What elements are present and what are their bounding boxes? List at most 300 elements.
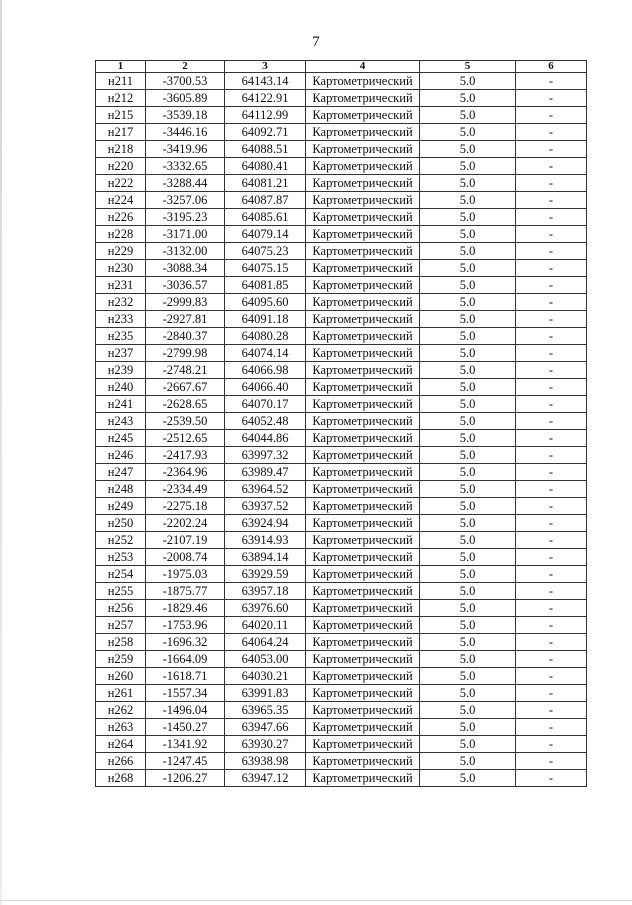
table-cell-col3: 64052.48 <box>225 413 306 430</box>
scan-edge-shadow <box>0 0 2 905</box>
table-cell-col6: - <box>516 736 587 753</box>
table-cell-col6: - <box>516 379 587 396</box>
table-cell-col2: -2512.65 <box>146 430 225 447</box>
column-header: 3 <box>225 61 306 73</box>
table-cell-col3: 64085.61 <box>225 209 306 226</box>
table-cell-col3: 64081.21 <box>225 175 306 192</box>
table-cell-col6: - <box>516 668 587 685</box>
table-cell-col1: н260 <box>96 668 146 685</box>
table-cell-col3: 63937.52 <box>225 498 306 515</box>
table-cell-col3: 63924.94 <box>225 515 306 532</box>
table-row <box>96 651 587 668</box>
table-cell-col5: 5.0 <box>420 294 516 311</box>
table-cell-col1: н255 <box>96 583 146 600</box>
table-cell-col4: Картометрический <box>306 107 420 124</box>
table-cell-col1: н263 <box>96 719 146 736</box>
table-cell-col2: -1206.27 <box>146 770 225 787</box>
table-cell-col6: - <box>516 566 587 583</box>
table-row <box>96 226 587 243</box>
table-cell-col2: -3132.00 <box>146 243 225 260</box>
table-cell-col3: 64064.24 <box>225 634 306 651</box>
table-cell-col5: 5.0 <box>420 260 516 277</box>
table-cell-col2: -3171.00 <box>146 226 225 243</box>
coordinates-table <box>95 60 587 787</box>
table-header-row <box>96 61 587 73</box>
column-header: 6 <box>516 61 587 73</box>
table-cell-col3: 64070.17 <box>225 396 306 413</box>
column-header: 5 <box>420 61 516 73</box>
table-cell-col6: - <box>516 73 587 90</box>
table-cell-col4: Картометрический <box>306 158 420 175</box>
table-row <box>96 90 587 107</box>
table-cell-col2: -2999.83 <box>146 294 225 311</box>
table-row <box>96 124 587 141</box>
table-cell-col5: 5.0 <box>420 447 516 464</box>
table-cell-col6: - <box>516 158 587 175</box>
table-cell-col5: 5.0 <box>420 532 516 549</box>
table-row <box>96 328 587 345</box>
table-cell-col4: Картометрический <box>306 753 420 770</box>
table-cell-col3: 64074.14 <box>225 345 306 362</box>
table-cell-col3: 64030.21 <box>225 668 306 685</box>
table-cell-col4: Картометрический <box>306 175 420 192</box>
table-cell-col5: 5.0 <box>420 362 516 379</box>
table-cell-col3: 64088.51 <box>225 141 306 158</box>
table-cell-col2: -1696.32 <box>146 634 225 651</box>
table-cell-col3: 63957.18 <box>225 583 306 600</box>
table-cell-col5: 5.0 <box>420 498 516 515</box>
table-cell-col6: - <box>516 243 587 260</box>
table-cell-col2: -2539.50 <box>146 413 225 430</box>
table-cell-col6: - <box>516 294 587 311</box>
table-cell-col5: 5.0 <box>420 209 516 226</box>
table-cell-col1: н224 <box>96 192 146 209</box>
table-cell-col3: 64092.71 <box>225 124 306 141</box>
table-cell-col6: - <box>516 345 587 362</box>
table-cell-col6: - <box>516 770 587 787</box>
table-row <box>96 685 587 702</box>
table-row <box>96 379 587 396</box>
table-cell-col3: 63965.35 <box>225 702 306 719</box>
table-cell-col1: н239 <box>96 362 146 379</box>
table-cell-col5: 5.0 <box>420 430 516 447</box>
table-row <box>96 617 587 634</box>
table-cell-col1: н261 <box>96 685 146 702</box>
table-cell-col2: -2275.18 <box>146 498 225 515</box>
table-cell-col4: Картометрический <box>306 73 420 90</box>
table-cell-col1: н249 <box>96 498 146 515</box>
table-cell-col3: 64066.98 <box>225 362 306 379</box>
table-cell-col5: 5.0 <box>420 651 516 668</box>
table-cell-col4: Картометрический <box>306 90 420 107</box>
table-row <box>96 277 587 294</box>
table-cell-col3: 64081.85 <box>225 277 306 294</box>
table-cell-col6: - <box>516 141 587 158</box>
table-cell-col6: - <box>516 515 587 532</box>
table-cell-col6: - <box>516 617 587 634</box>
table-cell-col3: 64143.14 <box>225 73 306 90</box>
table-cell-col6: - <box>516 447 587 464</box>
table-cell-col4: Картометрический <box>306 566 420 583</box>
table-cell-col5: 5.0 <box>420 413 516 430</box>
table-cell-col3: 63894.14 <box>225 549 306 566</box>
table-cell-col6: - <box>516 192 587 209</box>
table-cell-col4: Картометрический <box>306 192 420 209</box>
table-cell-col6: - <box>516 600 587 617</box>
table-cell-col3: 63947.12 <box>225 770 306 787</box>
table-cell-col5: 5.0 <box>420 158 516 175</box>
table-cell-col1: н222 <box>96 175 146 192</box>
table-row <box>96 719 587 736</box>
table-cell-col2: -3419.96 <box>146 141 225 158</box>
table-cell-col4: Картометрический <box>306 294 420 311</box>
table-row <box>96 447 587 464</box>
table-cell-col3: 64087.87 <box>225 192 306 209</box>
table-cell-col1: н220 <box>96 158 146 175</box>
table-row <box>96 600 587 617</box>
table-cell-col6: - <box>516 549 587 566</box>
table-cell-col2: -2748.21 <box>146 362 225 379</box>
table-row <box>96 549 587 566</box>
table-cell-col2: -3036.57 <box>146 277 225 294</box>
table-row <box>96 260 587 277</box>
table-row <box>96 345 587 362</box>
table-cell-col1: н257 <box>96 617 146 634</box>
table-cell-col6: - <box>516 753 587 770</box>
table-cell-col1: н217 <box>96 124 146 141</box>
table-cell-col1: н259 <box>96 651 146 668</box>
table-cell-col4: Картометрический <box>306 124 420 141</box>
table-cell-col1: н233 <box>96 311 146 328</box>
table-cell-col1: н245 <box>96 430 146 447</box>
table-cell-col2: -3700.53 <box>146 73 225 90</box>
table-cell-col1: н218 <box>96 141 146 158</box>
table-cell-col5: 5.0 <box>420 668 516 685</box>
table-row <box>96 73 587 90</box>
table-cell-col5: 5.0 <box>420 124 516 141</box>
table-cell-col5: 5.0 <box>420 719 516 736</box>
table-cell-col6: - <box>516 396 587 413</box>
table-cell-col2: -1247.45 <box>146 753 225 770</box>
table-cell-col3: 64080.41 <box>225 158 306 175</box>
table-cell-col2: -1341.92 <box>146 736 225 753</box>
table-row <box>96 481 587 498</box>
table-cell-col2: -2417.93 <box>146 447 225 464</box>
table-cell-col2: -3539.18 <box>146 107 225 124</box>
table-cell-col5: 5.0 <box>420 600 516 617</box>
table-cell-col6: - <box>516 209 587 226</box>
table-cell-col2: -2008.74 <box>146 549 225 566</box>
table-cell-col5: 5.0 <box>420 549 516 566</box>
table-cell-col1: н247 <box>96 464 146 481</box>
table-row <box>96 396 587 413</box>
table-cell-col5: 5.0 <box>420 311 516 328</box>
column-header: 4 <box>306 61 420 73</box>
table-cell-col5: 5.0 <box>420 328 516 345</box>
table-cell-col4: Картометрический <box>306 600 420 617</box>
table-cell-col5: 5.0 <box>420 277 516 294</box>
table-row <box>96 107 587 124</box>
table-cell-col5: 5.0 <box>420 243 516 260</box>
table-cell-col6: - <box>516 430 587 447</box>
table-cell-col4: Картометрический <box>306 362 420 379</box>
table-cell-col1: н229 <box>96 243 146 260</box>
table-cell-col5: 5.0 <box>420 379 516 396</box>
table-cell-col5: 5.0 <box>420 753 516 770</box>
table-cell-col4: Картометрический <box>306 634 420 651</box>
table-cell-col3: 64091.18 <box>225 311 306 328</box>
table-cell-col1: н268 <box>96 770 146 787</box>
table-cell-col2: -3257.06 <box>146 192 225 209</box>
table-cell-col3: 64080.28 <box>225 328 306 345</box>
table-cell-col1: н237 <box>96 345 146 362</box>
table-cell-col4: Картометрический <box>306 277 420 294</box>
table-cell-col3: 63947.66 <box>225 719 306 736</box>
table-cell-col2: -2628.65 <box>146 396 225 413</box>
table-cell-col2: -2799.98 <box>146 345 225 362</box>
table-cell-col6: - <box>516 311 587 328</box>
table-row <box>96 175 587 192</box>
table-cell-col5: 5.0 <box>420 464 516 481</box>
table-cell-col3: 64079.14 <box>225 226 306 243</box>
table-cell-col6: - <box>516 90 587 107</box>
table-cell-col5: 5.0 <box>420 566 516 583</box>
table-cell-col6: - <box>516 583 587 600</box>
table-cell-col5: 5.0 <box>420 107 516 124</box>
table-cell-col4: Картометрический <box>306 430 420 447</box>
table-cell-col6: - <box>516 634 587 651</box>
table-cell-col1: н231 <box>96 277 146 294</box>
table-cell-col2: -1557.34 <box>146 685 225 702</box>
table-row <box>96 243 587 260</box>
table-cell-col3: 63997.32 <box>225 447 306 464</box>
table-cell-col4: Картометрический <box>306 770 420 787</box>
table-cell-col6: - <box>516 328 587 345</box>
table-cell-col6: - <box>516 277 587 294</box>
table-row <box>96 362 587 379</box>
table-cell-col1: н232 <box>96 294 146 311</box>
table-cell-col1: н235 <box>96 328 146 345</box>
table-cell-col2: -1618.71 <box>146 668 225 685</box>
table-row <box>96 634 587 651</box>
table-cell-col6: - <box>516 685 587 702</box>
table-cell-col4: Картометрический <box>306 668 420 685</box>
table-cell-col4: Картометрический <box>306 447 420 464</box>
table-cell-col1: н262 <box>96 702 146 719</box>
table-cell-col5: 5.0 <box>420 617 516 634</box>
table-cell-col5: 5.0 <box>420 634 516 651</box>
table-row <box>96 430 587 447</box>
table-cell-col4: Картометрический <box>306 583 420 600</box>
table-body <box>96 73 587 787</box>
column-header: 2 <box>146 61 225 73</box>
table-row <box>96 158 587 175</box>
table-cell-col4: Картометрический <box>306 532 420 549</box>
table-cell-col3: 64053.00 <box>225 651 306 668</box>
table-cell-col1: н254 <box>96 566 146 583</box>
table-cell-col2: -1975.03 <box>146 566 225 583</box>
table-row <box>96 583 587 600</box>
table-cell-col3: 64122.91 <box>225 90 306 107</box>
table-cell-col6: - <box>516 702 587 719</box>
table-cell-col4: Картометрический <box>306 481 420 498</box>
table-cell-col2: -2202.24 <box>146 515 225 532</box>
table-cell-col3: 63976.60 <box>225 600 306 617</box>
table-cell-col5: 5.0 <box>420 515 516 532</box>
table-cell-col1: н253 <box>96 549 146 566</box>
table-cell-col2: -3605.89 <box>146 90 225 107</box>
table-cell-col4: Картометрический <box>306 736 420 753</box>
table-cell-col5: 5.0 <box>420 481 516 498</box>
table-cell-col4: Картометрический <box>306 141 420 158</box>
table-cell-col4: Картометрический <box>306 651 420 668</box>
table-cell-col5: 5.0 <box>420 192 516 209</box>
table-cell-col1: н266 <box>96 753 146 770</box>
table-cell-col3: 64075.23 <box>225 243 306 260</box>
table-cell-col6: - <box>516 719 587 736</box>
table-cell-col1: н215 <box>96 107 146 124</box>
table-cell-col5: 5.0 <box>420 175 516 192</box>
table-row <box>96 668 587 685</box>
table-row <box>96 141 587 158</box>
table-cell-col2: -2840.37 <box>146 328 225 345</box>
table-cell-col5: 5.0 <box>420 345 516 362</box>
table-cell-col4: Картометрический <box>306 719 420 736</box>
table-cell-col3: 63938.98 <box>225 753 306 770</box>
table-cell-col6: - <box>516 651 587 668</box>
page-number: 7 <box>312 34 320 50</box>
table-cell-col2: -2667.67 <box>146 379 225 396</box>
table-cell-col6: - <box>516 175 587 192</box>
table-cell-col3: 64095.60 <box>225 294 306 311</box>
table-cell-col2: -1753.96 <box>146 617 225 634</box>
table-cell-col6: - <box>516 226 587 243</box>
table-cell-col4: Картометрический <box>306 345 420 362</box>
table-cell-col3: 63930.27 <box>225 736 306 753</box>
table-cell-col6: - <box>516 107 587 124</box>
table-cell-col5: 5.0 <box>420 770 516 787</box>
table-cell-col3: 63964.52 <box>225 481 306 498</box>
column-header: 1 <box>96 61 146 73</box>
table-cell-col5: 5.0 <box>420 141 516 158</box>
table-cell-col4: Картометрический <box>306 226 420 243</box>
table-cell-col3: 64066.40 <box>225 379 306 396</box>
table-row <box>96 736 587 753</box>
table-cell-col4: Картометрический <box>306 328 420 345</box>
table-cell-col6: - <box>516 362 587 379</box>
table-cell-col2: -3088.34 <box>146 260 225 277</box>
table-cell-col4: Картометрический <box>306 498 420 515</box>
table-cell-col6: - <box>516 413 587 430</box>
table-cell-col5: 5.0 <box>420 736 516 753</box>
table-row <box>96 209 587 226</box>
table-row <box>96 464 587 481</box>
table-cell-col1: н256 <box>96 600 146 617</box>
table-cell-col6: - <box>516 464 587 481</box>
table-cell-col4: Картометрический <box>306 617 420 634</box>
table-cell-col2: -3288.44 <box>146 175 225 192</box>
table-cell-col1: н264 <box>96 736 146 753</box>
table-cell-col5: 5.0 <box>420 396 516 413</box>
table-cell-col1: н240 <box>96 379 146 396</box>
table-cell-col1: н228 <box>96 226 146 243</box>
table-cell-col6: - <box>516 532 587 549</box>
table-cell-col4: Картометрический <box>306 413 420 430</box>
table-cell-col1: н230 <box>96 260 146 277</box>
table-cell-col5: 5.0 <box>420 583 516 600</box>
table-cell-col5: 5.0 <box>420 226 516 243</box>
table-cell-col5: 5.0 <box>420 685 516 702</box>
table-cell-col5: 5.0 <box>420 702 516 719</box>
table-row <box>96 311 587 328</box>
table-cell-col3: 63914.93 <box>225 532 306 549</box>
table-cell-col4: Картометрический <box>306 243 420 260</box>
table-cell-col1: н250 <box>96 515 146 532</box>
table-cell-col2: -1875.77 <box>146 583 225 600</box>
table-row <box>96 566 587 583</box>
table-row <box>96 702 587 719</box>
table-cell-col1: н226 <box>96 209 146 226</box>
table-cell-col3: 64112.99 <box>225 107 306 124</box>
table-cell-col6: - <box>516 498 587 515</box>
table-cell-col3: 63989.47 <box>225 464 306 481</box>
table-cell-col3: 63929.59 <box>225 566 306 583</box>
table-cell-col3: 64075.15 <box>225 260 306 277</box>
table-cell-col5: 5.0 <box>420 73 516 90</box>
scan-bottom-line <box>0 900 632 901</box>
table-cell-col2: -3446.16 <box>146 124 225 141</box>
table-row <box>96 770 587 787</box>
table-cell-col4: Картометрический <box>306 311 420 328</box>
table-cell-col2: -2364.96 <box>146 464 225 481</box>
table-cell-col1: н243 <box>96 413 146 430</box>
table-row <box>96 532 587 549</box>
table-cell-col2: -1664.09 <box>146 651 225 668</box>
table-cell-col3: 63991.83 <box>225 685 306 702</box>
table-cell-col4: Картометрический <box>306 260 420 277</box>
table-cell-col5: 5.0 <box>420 90 516 107</box>
table-cell-col3: 64020.11 <box>225 617 306 634</box>
table-cell-col4: Картометрический <box>306 549 420 566</box>
table-row <box>96 498 587 515</box>
table-cell-col1: н252 <box>96 532 146 549</box>
table-cell-col6: - <box>516 260 587 277</box>
table-cell-col6: - <box>516 124 587 141</box>
table-row <box>96 294 587 311</box>
table-cell-col2: -1450.27 <box>146 719 225 736</box>
table-cell-col4: Картометрический <box>306 209 420 226</box>
table-cell-col1: н258 <box>96 634 146 651</box>
table-row <box>96 753 587 770</box>
table-cell-col3: 64044.86 <box>225 430 306 447</box>
table-cell-col4: Картометрический <box>306 702 420 719</box>
table-cell-col2: -1496.04 <box>146 702 225 719</box>
table-cell-col1: н211 <box>96 73 146 90</box>
table-cell-col4: Картометрический <box>306 685 420 702</box>
table-cell-col1: н246 <box>96 447 146 464</box>
table-cell-col4: Картометрический <box>306 515 420 532</box>
table-row <box>96 515 587 532</box>
table-cell-col2: -1829.46 <box>146 600 225 617</box>
table-cell-col2: -3332.65 <box>146 158 225 175</box>
table-cell-col2: -2334.49 <box>146 481 225 498</box>
table-cell-col1: н248 <box>96 481 146 498</box>
table-cell-col1: н212 <box>96 90 146 107</box>
table-cell-col4: Картометрический <box>306 464 420 481</box>
table-row <box>96 192 587 209</box>
table-cell-col4: Картометрический <box>306 396 420 413</box>
table-cell-col2: -2927.81 <box>146 311 225 328</box>
